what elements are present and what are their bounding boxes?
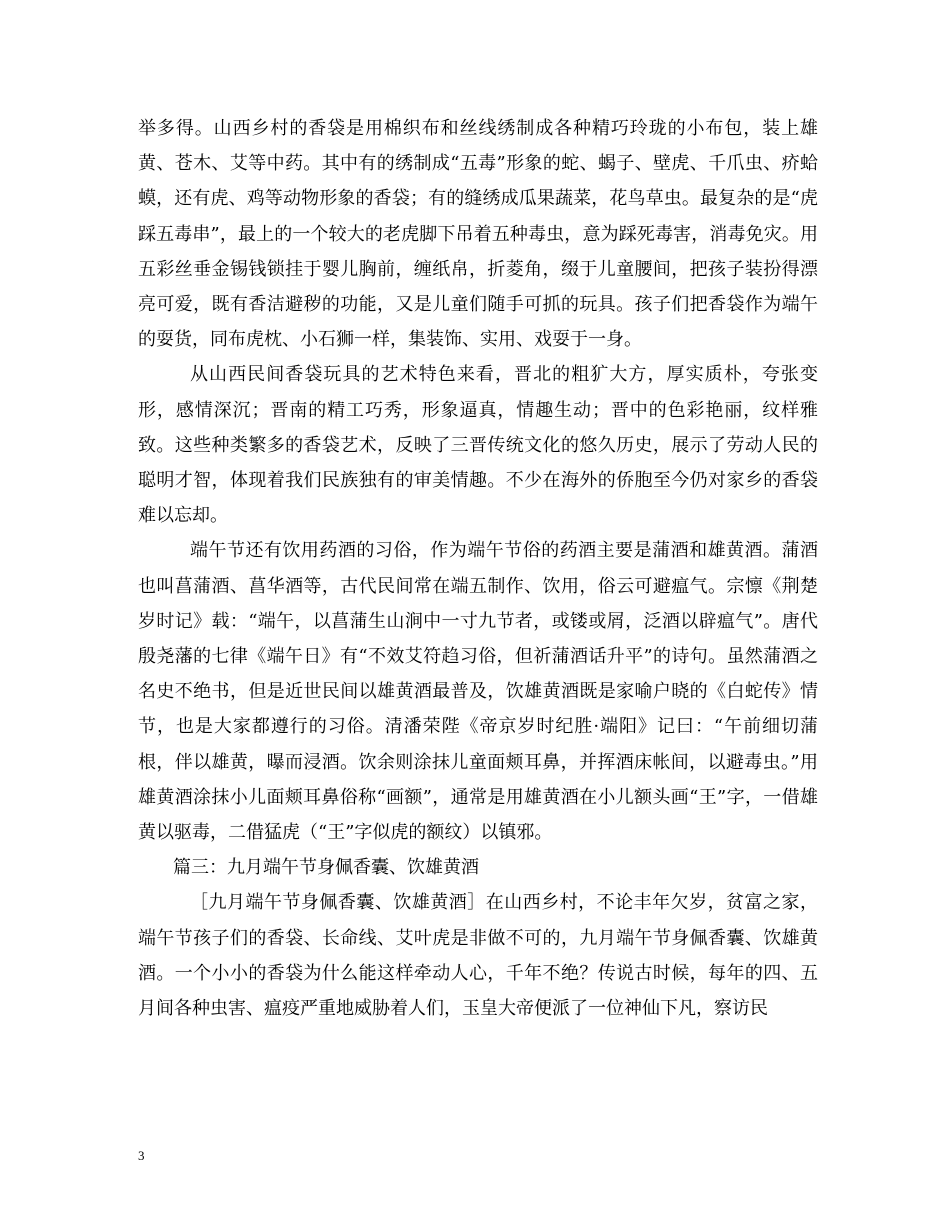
page-number: 3 — [138, 1148, 145, 1163]
paragraph-sachet-types: 举多得。山西乡村的香袋是用棉织布和丝线绣制成各种精巧玲珑的小布包，装上雄黄、苍木、艾等中药。其中有的绣制成“五毒”形象的蛇、蝎子、壁虎、千爪虫、疥蛤蟆，还有虎、鸡等动物形象的香袋；有的缝绣成瓜果蔬菜，花鸟草虫。最复杂的是“虎踩五毒串”，最上的一个较大的老虎脚下吊着五种毒虫，意为踩死毒害，消毒免灾。用五彩丝垂金锡钱锁挂于婴儿胸前，缠纸帛，折菱角，缀于儿童腰间，把孩子装扮得漂亮可爱，既有香洁避秽的功能，又是儿童们随手可抓的玩具。孩子们把香袋作为端午的耍货，同布虎枕、小石狮一样，集装饰、实用、戏耍于一身。 — [138, 118, 818, 351]
page-body — [138, 111, 818, 1026]
paragraph-medicinal-wine: 端午节还有饮用药酒的习俗，作为端午节俗的药酒主要是蒲酒和雄黄酒。蒲酒也叫菖蒲酒、菖华酒等，古代民间常在端五制作、饮用，俗云可避瘟气。宗懔《荆楚岁时记》载：“端午，以菖蒲生山涧中一寸九节者，或镂或屑，泛酒以辟瘟气”。唐代殷尧藩的七律《端午日》有“不效艾符趋习俗，但祈蒲酒话升平”的诗句。虽然蒲酒之名史不绝书，但是近世民间以雄黄酒最普及，饮雄黄酒既是家喻户晓的《白蛇传》情节，也是大家都遵行的习俗。清潘荣陛《帝京岁时纪胜·端阳》记曰：“午前细切蒲根，伴以雄黄，曝而浸酒。饮余则涂抹儿童面颊耳鼻，并挥酒床帐间，以避毒虫。”用雄黄酒涂抹小儿面颊耳鼻俗称“画额”，通常是用雄黄酒在小儿额头画“王”字，一借雄黄以驱毒，二借猛虎（“王”字似虎的额纹）以镇邪。 — [138, 540, 818, 844]
paragraph-section-three-intro: ［九月端午节身佩香囊、饮雄黄酒］在山西乡村，不论丰年欠岁，贫富之家，端午节孩子们的香袋、长命线、艾叶虎是非做不可的，九月端午节身佩香囊、饮雄黄酒。一个小小的香袋为什么能这样牵动人心，千年不绝？传说古时候，每年的四、五月间各种虫害、瘟疫严重地威胁着人们，玉皇大帝便派了一位神仙下凡，察访民 — [138, 892, 818, 1020]
section-heading: 篇三：九月端午节身佩香囊、饮雄黄酒 — [173, 857, 479, 879]
paragraph-sachet-art: 从山西民间香袋玩具的艺术特色来看，晋北的粗犷大方，厚实质朴，夸张变形，感情深沉；晋南的精工巧秀，形象逼真，情趣生动；晋中的色彩艳丽，纹样雅致。这些种类繁多的香袋艺术，反映了三晋传统文化的悠久历史，展示了劳动人民的聪明才智，体现着我们民族独有的审美情趣。不少在海外的侨胞至今仍对家乡的香袋难以忘却。 — [138, 364, 818, 527]
